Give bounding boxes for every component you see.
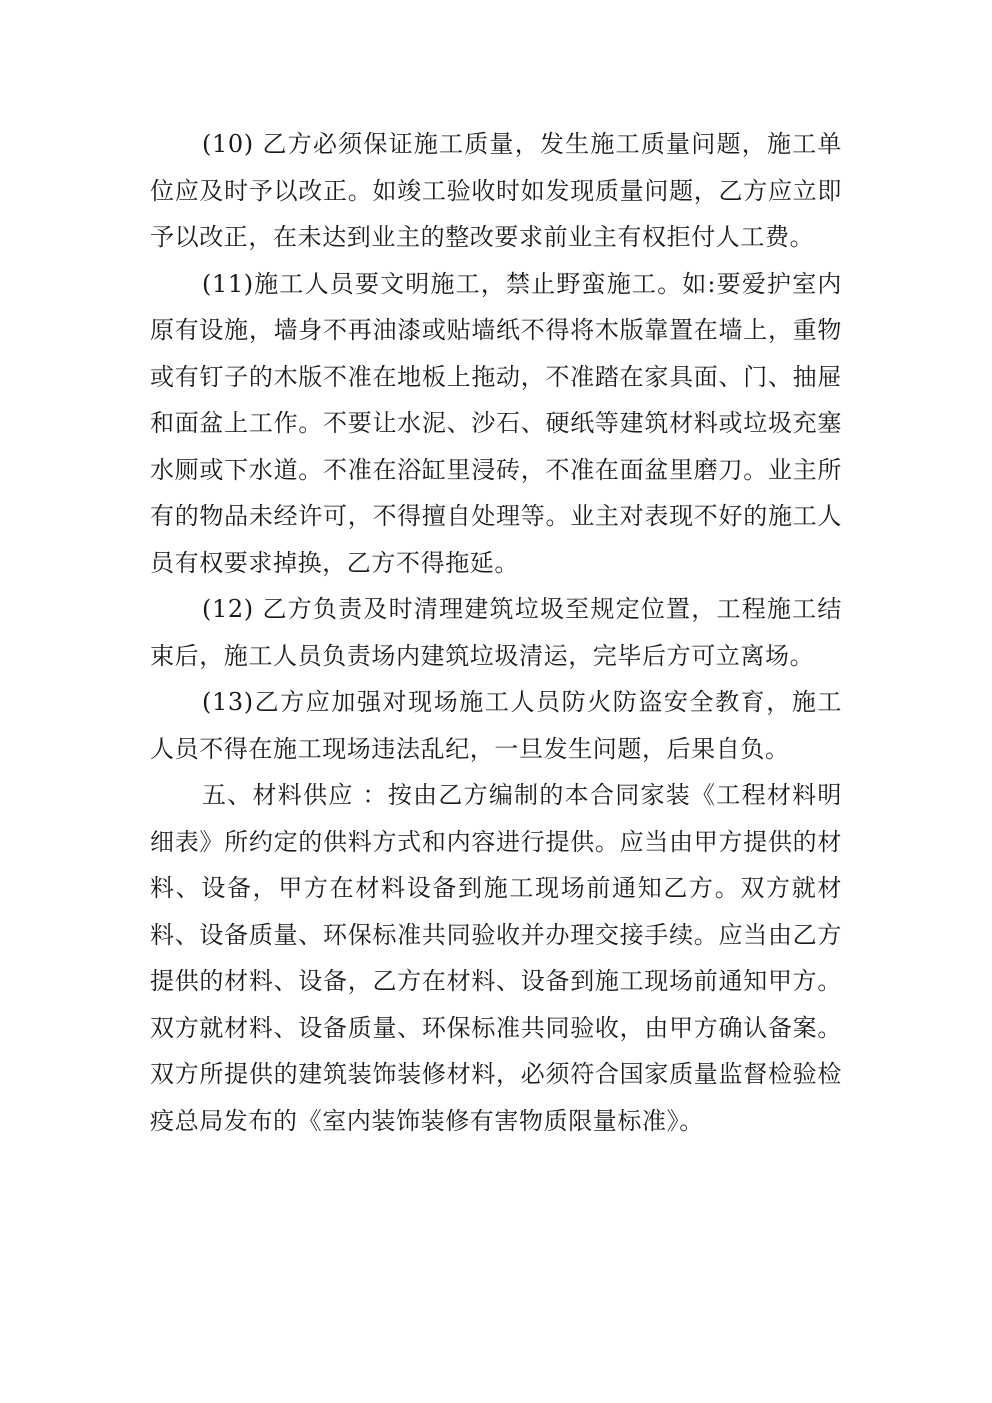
- paragraph-13: (13)乙方应加强对现场施工人员防火防盗安全教育，施工人员不得在施工现场违法乱纪，一旦发生问题，后果自负。: [150, 688, 842, 763]
- paragraph-section-5: 五、材料供应 ：按由乙方编制的本合同家装《工程材料明细表》所约定的供料方式和内容进行提供。应当由甲方提供的材料、设备，甲方在材料设备到施工现场前通知乙方。双方就材料、设备质量、环保标准共同验收并办理交接手续。应当由乙方提供的材料、设备，乙方在材料、设备到施工现场前通知甲方。双方就材料、设备质量、环保标准共同验收，由甲方确认备案。 双方所提供的建筑装饰装修材料，必须符合国家质量监督检验检疫总局发布的《室内装饰装修有害物质限量标准》。: [150, 781, 842, 1135]
- document-body: [150, 121, 842, 1144]
- paragraph-12: (12) 乙方负责及时清理建筑垃圾至规定位置，工程施工结束后，施工人员负责场内建筑垃圾清运，完毕后方可立离场。: [150, 595, 842, 670]
- paragraph-11: (11)施工人员要文明施工，禁止野蛮施工。如:要爱护室内原有设施，墙身不再油漆或贴墙纸不得将木版靠置在墙上，重物或有钉子的木版不准在地板上拖动，不准踏在家具面、门、抽屉和面盆上工作。不要让水泥、沙石、硬纸等建筑材料或垃圾充塞水厕或下水道。不准在浴缸里浸砖，不准在面盆里磨刀。业主所有的物品未经许可，不得擅自处理等。业主对表现不好的施工人员有权要求掉换，乙方不得拖延。: [150, 269, 842, 577]
- paragraph-10: (10) 乙方必须保证施工质量，发生施工质量问题，施工单位应及时予以改正。如竣工验收时如发现质量问题，乙方应立即予以改正，在未达到业主的整改要求前业主有权拒付人工费。: [150, 130, 842, 251]
